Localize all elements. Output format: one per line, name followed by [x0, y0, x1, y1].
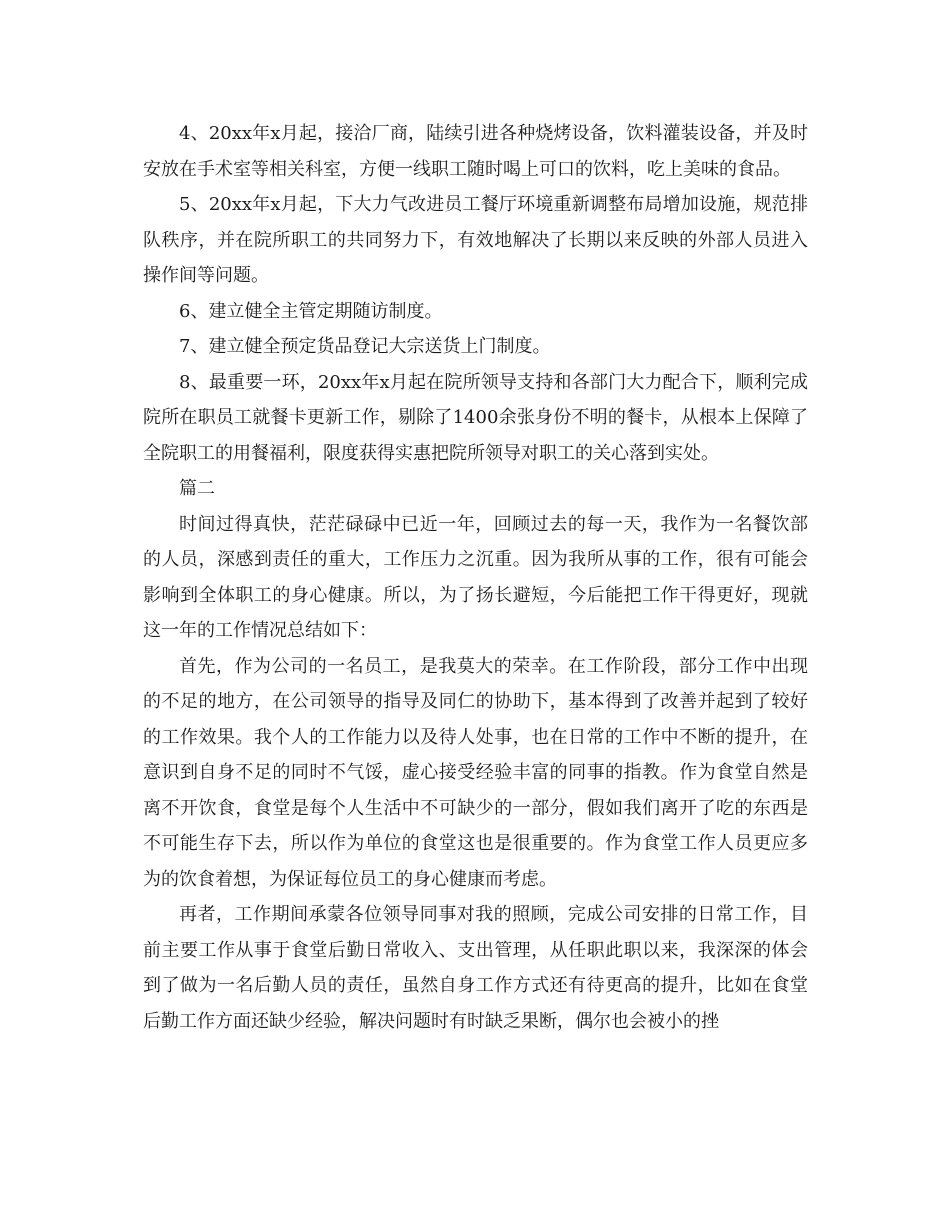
paragraph-item-6: 6、建立健全主管定期随访制度。 — [179, 300, 443, 322]
paragraph-item-7: 7、建立健全预定货品登记大宗送货上门制度。 — [179, 336, 551, 357]
paragraph-intro: 时间过得真快，茫茫碌碌中已近一年，回顾过去的每一天，我作为一名餐饮部的人员，深感到责任的重大，工作压力之沉重。因为我所从事的工作，很有可能会影响到全体职工的身心健康。所以，为了扬长避短，今后能把工作干得更好，现就这一年的工作情况总结如下： — [143, 513, 808, 641]
paragraph-second: 再者，工作期间承蒙各位领导同事对我的照顾，完成公司安排的日常工作，目前主要工作从事于食堂后勤日常收入、支出管理，从任职此职以来，我深深的体会到了做为一名后勤人员的责任，虽然自身工作方式还有待更高的提升，比如在食堂后勤工作方面还缺少经验，解决问题时有时缺乏果断，偶尔也会被小的挫 — [143, 904, 808, 1032]
document-body — [143, 116, 808, 1039]
paragraph-first: 首先，作为公司的一名员工，是我莫大的荣幸。在工作阶段，部分工作中出现的不足的地方，在公司领导的指导及同仁的协助下，基本得到了改善并起到了较好的工作效果。我个人的工作能力以及待人处事，也在日常的工作中不断的提升，在意识到自身不足的同时不气馁，虚心接受经验丰富的同事的指教。作为食堂自然是离不开饮食，食堂是每个人生活中不可缺少的一部分，假如我们离开了吃的东西是不可能生存下去，所以作为单位的食堂这也是很重要的。作为食堂工作人员更应多为的饮食着想，为保证每位员工的身心健康而考虑。 — [143, 655, 808, 890]
paragraph-item-8: 8、最重要一环，20xx年x月起在院所领导支持和各部门大力配合下，顺利完成院所在职员工就餐卡更新工作，剔除了1400余张身份不明的餐卡，从根本上保障了全院职工的用餐福利，限度获得实惠把院所领导对职工的关心落到实处。 — [143, 371, 808, 464]
paragraph-item-5: 5、20xx年x月起，下大力气改进员工餐厅环境重新调整布局增加设施，规范排队秩序，并在院所职工的共同努力下，有效地解决了长期以来反映的外部人员进入操作间等问题。 — [143, 194, 808, 286]
paragraph-item-4: 4、20xx年x月起，接洽厂商，陆续引进各种烧烤设备，饮料灌装设备，并及时安放在手术室等相关科室，方便一线职工随时喝上可口的饮料，吃上美味的食品。 — [143, 123, 808, 180]
section-heading: 篇二 — [179, 478, 215, 499]
